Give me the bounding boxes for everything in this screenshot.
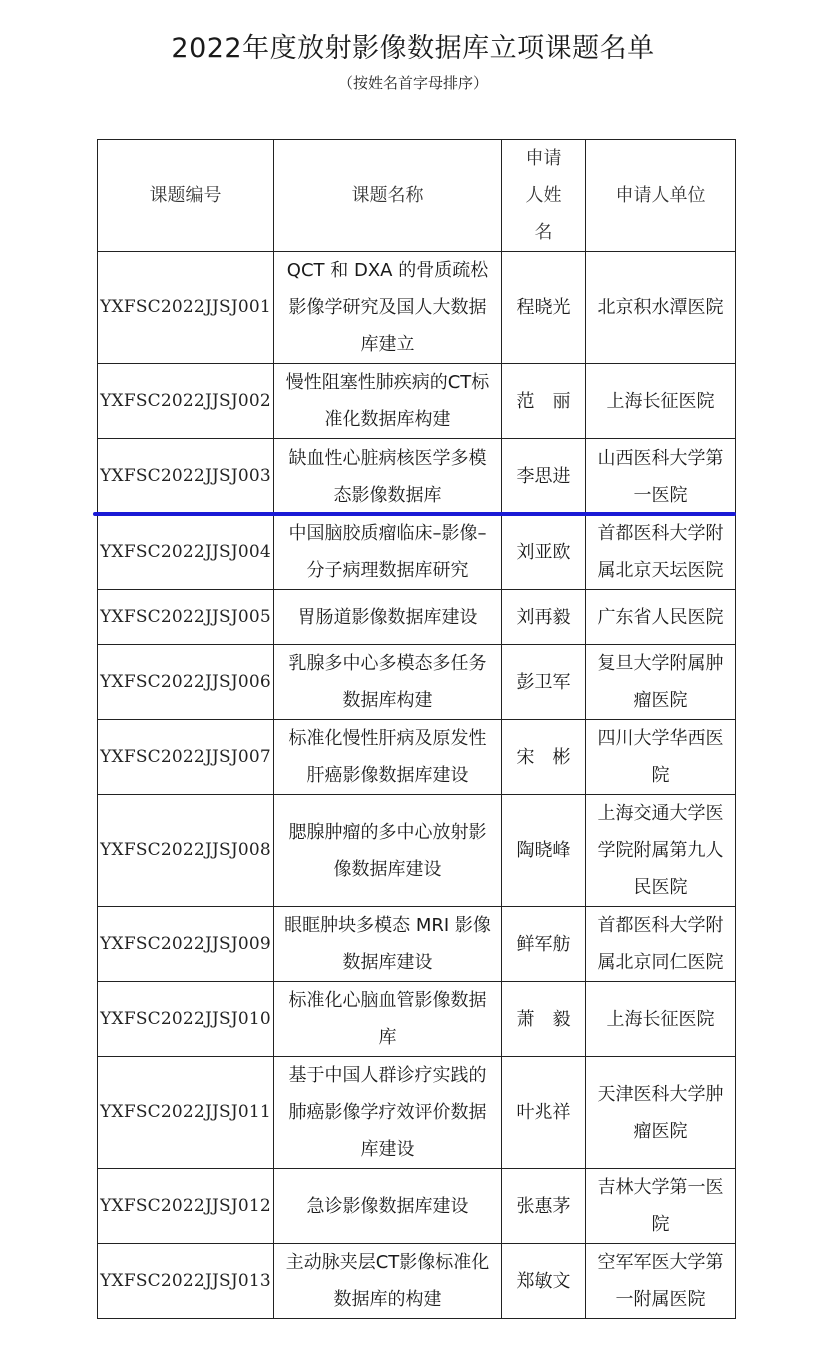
cell-code: YXFSC2022JJSJ010: [98, 982, 274, 1057]
cell-project-name: 急诊影像数据库建设: [274, 1169, 502, 1244]
cell-project-name: 中国脑胶质瘤临床–影像–分子病理数据库研究: [274, 515, 502, 590]
table-header-row: [98, 140, 736, 252]
cell-applicant: 李思进: [502, 439, 586, 515]
cell-code: YXFSC2022JJSJ001: [98, 252, 274, 364]
table-row: [98, 907, 736, 982]
cell-unit: 首都医科大学附属北京天坛医院: [586, 515, 736, 590]
table-row: [98, 1169, 736, 1244]
page-title: 2022年度放射影像数据库立项课题名单: [171, 33, 655, 64]
cell-code: YXFSC2022JJSJ006: [98, 645, 274, 720]
cell-applicant: 宋 彬: [502, 720, 586, 795]
table-row: [98, 439, 736, 515]
cell-code: YXFSC2022JJSJ008: [98, 795, 274, 907]
cell-code: YXFSC2022JJSJ013: [98, 1244, 274, 1319]
table-row: [98, 982, 736, 1057]
cell-unit: 吉林大学第一医院: [586, 1169, 736, 1244]
cell-project-name: 胃肠道影像数据库建设: [274, 590, 502, 645]
cell-project-name: 标准化慢性肝病及原发性肝癌影像数据库建设: [274, 720, 502, 795]
table-row: [98, 795, 736, 907]
table-row: [98, 515, 736, 590]
cell-unit: 广东省人民医院: [586, 590, 736, 645]
cell-code: YXFSC2022JJSJ012: [98, 1169, 274, 1244]
cell-project-name: 腮腺肿瘤的多中心放射影像数据库建设: [274, 795, 502, 907]
cell-unit: 北京积水潭医院: [586, 252, 736, 364]
cell-applicant: 彭卫军: [502, 645, 586, 720]
cell-project-name: 眼眶肿块多模态 MRI 影像数据库建设: [274, 907, 502, 982]
table-body: [98, 252, 736, 1319]
cell-project-name: 缺血性心脏病核医学多模态影像数据库: [274, 439, 502, 515]
header-name: 课题名称: [274, 140, 502, 252]
cell-applicant: 鲜军舫: [502, 907, 586, 982]
cell-code: YXFSC2022JJSJ011: [98, 1057, 274, 1169]
cell-applicant: 萧 毅: [502, 982, 586, 1057]
header-code: 课题编号: [98, 140, 274, 252]
cell-code: YXFSC2022JJSJ003: [98, 439, 274, 515]
cell-project-name: 乳腺多中心多模态多任务数据库构建: [274, 645, 502, 720]
cell-project-name: 标准化心脑血管影像数据库: [274, 982, 502, 1057]
cell-unit: 四川大学华西医院: [586, 720, 736, 795]
cell-applicant: 刘再毅: [502, 590, 586, 645]
cell-project-name: 慢性阻塞性肺疾病的CT标准化数据库构建: [274, 364, 502, 439]
cell-unit: 空军军医大学第一附属医院: [586, 1244, 736, 1319]
blue-underline-mark: [93, 512, 736, 516]
cell-project-name: 主动脉夹层CT影像标准化数据库的构建: [274, 1244, 502, 1319]
cell-unit: 上海长征医院: [586, 364, 736, 439]
cell-project-name: 基于中国人群诊疗实践的肺癌影像学疗效评价数据库建设: [274, 1057, 502, 1169]
page-subtitle: （按姓名首字母排序）: [337, 74, 488, 92]
table-row: [98, 252, 736, 364]
cell-applicant: 张惠茅: [502, 1169, 586, 1244]
cell-code: YXFSC2022JJSJ002: [98, 364, 274, 439]
cell-code: YXFSC2022JJSJ007: [98, 720, 274, 795]
table-row: [98, 645, 736, 720]
header-unit: 申请人单位: [586, 140, 736, 252]
cell-unit: 复旦大学附属肿瘤医院: [586, 645, 736, 720]
cell-applicant: 郑敏文: [502, 1244, 586, 1319]
cell-applicant: 陶晓峰: [502, 795, 586, 907]
header-applicant: 申请人姓名: [502, 140, 586, 252]
cell-code: YXFSC2022JJSJ005: [98, 590, 274, 645]
cell-code: YXFSC2022JJSJ009: [98, 907, 274, 982]
table-row: [98, 364, 736, 439]
cell-applicant: 程晓光: [502, 252, 586, 364]
table-row: [98, 590, 736, 645]
cell-applicant: 范 丽: [502, 364, 586, 439]
project-table: [97, 139, 736, 1319]
cell-applicant: 叶兆祥: [502, 1057, 586, 1169]
table-row: [98, 1244, 736, 1319]
cell-unit: 上海交通大学医学院附属第九人民医院: [586, 795, 736, 907]
table-row: [98, 1057, 736, 1169]
cell-unit: 上海长征医院: [586, 982, 736, 1057]
cell-unit: 首都医科大学附属北京同仁医院: [586, 907, 736, 982]
table-row: [98, 720, 736, 795]
cell-code: YXFSC2022JJSJ004: [98, 515, 274, 590]
cell-unit: 天津医科大学肿瘤医院: [586, 1057, 736, 1169]
cell-project-name: QCT 和 DXA 的骨质疏松影像学研究及国人大数据库建立: [274, 252, 502, 364]
cell-unit: 山西医科大学第一医院: [586, 439, 736, 515]
cell-applicant: 刘亚欧: [502, 515, 586, 590]
